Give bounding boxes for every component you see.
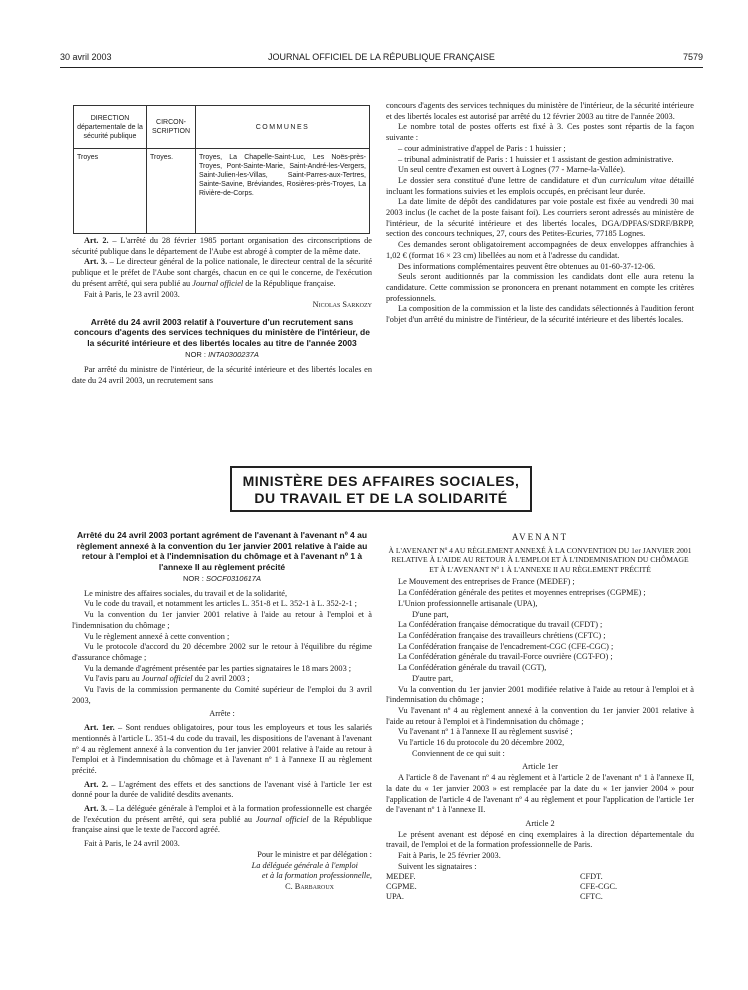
signatories-list <box>386 872 694 902</box>
signatory: CFTC. <box>580 892 603 902</box>
text-italic: et à la formation professionnelle, <box>261 871 372 881</box>
banner-line-1: MINISTÈRE DES AFFAIRES SOCIALES, <box>242 473 520 489</box>
party: La Confédération générale du travail (CGT), <box>398 663 547 673</box>
party: L'Union professionnelle artisanale (UPA), <box>398 598 538 608</box>
table-row <box>74 149 370 234</box>
list-item: – cour administrative d'appel de Paris : 1 huissier ; <box>398 143 566 153</box>
signatory: CFE-CGC. <box>580 882 618 892</box>
text: Vu l'avis paru au <box>84 674 142 684</box>
decree-title: Arrêté du 24 avril 2003 relatif à l'ouverture d'un recrutement sans concours d'agents des services techniques du ministère de l'intérieur, de la sécurité intérieure et des libertés locales au titre de l'année 2003 <box>74 316 370 348</box>
signatory: CGPME. <box>386 882 417 892</box>
right-top-column <box>386 101 694 326</box>
text-italic: curriculum vitae <box>609 175 667 185</box>
table-header-communes: COMMUNES <box>196 106 370 149</box>
signatory: MEDEF. <box>386 872 416 882</box>
paragraph: Seuls seront auditionnés par la commission les candidats dont elle aura retenu la candidature. Cette commission se prononcera en prenant notamment en compte les critères professionnels. <box>386 272 694 303</box>
list-item: – tribunal administratif de Paris : 1 huissier et 1 assistant de gestion administrative. <box>398 154 674 164</box>
paragraph: Un seul centre d'examen est ouvert à Lognes (77 - Marne-la-Vallée). <box>398 165 626 175</box>
signature: Nicolas Sarkozy <box>312 300 372 310</box>
paragraph: Le ministre des affaires sociales, du travail et de la solidarité, <box>84 588 288 598</box>
paragraph: concours d'agents des services techniques du ministère de l'intérieur, de la sécurité intérieure et des libertés locales est autorisé par arrêté du 12 février 2003 au titre de l'année 2003. <box>386 101 694 121</box>
article-number: Art. 2. <box>84 779 109 789</box>
paragraph: Vu l'avis de la commission permanente du Comité supérieur de l'emploi du 3 avril 2003, <box>72 685 372 705</box>
signature: C. Barbaroux <box>285 881 334 891</box>
paragraph: Vu le code du travail, et notamment les articles L. 351-8 et L. 352-1 à L. 352-2-1 ; <box>84 599 357 609</box>
table-header-direction: DIRECTION départementale de la sécurité publique <box>74 106 147 149</box>
paragraph: Vu la demande d'agrément présentée par les parties signataires le 18 mars 2003 ; <box>84 663 352 673</box>
paragraph: Des informations complémentaires peuvent être obtenues au 01-60-37-12-06. <box>398 261 656 271</box>
article-3 <box>72 804 372 836</box>
party: La Confédération française de l'encadrement-CGC (CFE-CGC) ; <box>398 641 614 651</box>
party-side: D'une part, <box>412 609 449 619</box>
party: La Confédération générale du travail-Force ouvrière (CGT-FO) ; <box>398 652 613 662</box>
paragraph: Vu la convention du 1er janvier 2001 relative à l'aide au retour à l'emploi et à l'indemnisation du chômage ; <box>72 610 372 630</box>
paragraph: Conviennent de ce qui suit : <box>412 748 505 758</box>
text: détaillé incluant les formations suivies et les emplois occupés, en précisant leur durée. <box>386 175 694 196</box>
decree-body: Par arrêté du ministre de l'intérieur, de la sécurité intérieure et des libertés locales en date du 24 avril 2003, un recrutement sans <box>72 365 372 385</box>
nor-reference <box>72 574 372 585</box>
article-3-text-a: – Le directeur général de la police nationale, le directeur central de la sécurité publique et le préfet de l'Aube sont chargés, chacun en ce qui le concerne, de l'exécution du présent arrêté, qui sera publié au <box>72 257 372 288</box>
paragraph <box>72 674 372 685</box>
ministry-banner <box>230 466 532 512</box>
paragraph: La date limite de dépôt des candidatures par voie postale est fixée au vendredi 30 mai 2003 inclus (le cachet de la poste faisant foi). Les courriers seront adressés au ministère de l'intérieur, de la sécurité intérieure et des libertés locales, DGA/DPFAS/SDRF/BRPP, section des concours techniques, 27, cours des Petites-Ecuries, 77185 Lognes. <box>386 197 694 239</box>
header-rule <box>60 67 703 68</box>
journal-officiel-ref: Journal officiel <box>141 674 193 684</box>
banner-line-2: DU TRAVAIL ET DE LA SOLIDARITÉ <box>254 490 508 506</box>
header-date: 30 avril 2003 <box>60 52 112 62</box>
paragraph: Le nombre total de postes offerts est fixé à 3. Ces postes sont répartis de la façon suivante : <box>386 122 694 143</box>
paragraph: Vu le règlement annexé à cette convention ; <box>84 631 230 641</box>
journal-officiel-ref: Journal officiel <box>255 814 309 824</box>
signature-line <box>72 871 372 882</box>
paragraph: La composition de la commission et la liste des candidats sélectionnés à l'audition feront l'objet d'un arrêté du ministre de l'intérieur, de la sécurité intérieure et des libertés locales. <box>386 304 694 325</box>
table-header-circonscription: CIRCON- SCRIPTION <box>147 106 196 149</box>
fait-a-paris: Fait à Paris, le 24 avril 2003. <box>84 839 180 849</box>
nor-label: NOR : <box>185 350 206 360</box>
page-header <box>60 52 703 66</box>
left-top-column <box>72 236 372 387</box>
fait-a-paris: Fait à Paris, le 25 février 2003. <box>398 851 501 861</box>
text: du 2 avril 2003 ; <box>192 674 250 684</box>
paragraph: Vu l'avenant nº 4 au règlement annexé à la convention du 1er janvier 2001 relative à l'aide au retour à l'emploi et à l'indemnisation du chômage ; <box>386 705 694 726</box>
article-2 <box>72 780 372 801</box>
text: – L'agrément des effets et des sanctions de l'avenant visé à l'article 1er est donné pour la durée de validité desdits avenants. <box>72 779 372 800</box>
text: de la République française ainsi que le texte de l'accord agréé. <box>72 814 372 835</box>
signature-line: Pour le ministre et par délégation : <box>257 849 372 859</box>
text: – Sont rendues obligatoires, pour tous les employeurs et tous les salariés mentionnés à l'article L. 351-4 du code du travail, les dispositions de l'avenant à l'avenant nº 4 au règlement annexé à la convention du 1er janvier 2001 relative à l'aide au retour à l'emploi et à l'indemnisation du chômage et à l'avenant nº 1 à l'annexe II au règlement précité. <box>72 723 372 775</box>
nor-reference <box>72 350 372 361</box>
article-heading: Article 1er <box>522 762 558 772</box>
article-number: Art. 3. <box>84 804 108 814</box>
table-cell-circonscription: Troyes. <box>147 149 196 234</box>
nor-code: INTA0300237A <box>208 350 259 360</box>
article-number: Art. 1er. <box>84 723 115 733</box>
table-cell-direction: Troyes <box>74 149 147 234</box>
party: La Confédération générale des petites et moyennes entreprises (CGPME) ; <box>398 588 646 598</box>
decree-title: Arrêté du 24 avril 2003 portant agrément de l'avenant à l'avenant nº 4 au règlement annexé à la convention du 1er janvier 2001 relative à l'aide au retour à l'emploi et à l'indemnisation du chômage et à l'avenant nº 1 à l'annexe II au règlement précité <box>76 530 368 572</box>
party: Le Mouvement des entreprises de France (MEDEF) ; <box>398 577 575 587</box>
article-2-number: Art. 2. <box>84 236 109 245</box>
text-italic: La déléguée générale à l'emploi <box>251 860 358 870</box>
right-bottom-column <box>386 532 694 902</box>
arrete-heading: Arrête : <box>209 709 235 719</box>
paragraph: Vu le protocole d'accord du 20 décembre 2002 sur le retour à l'équilibre du régime d'assurance chômage ; <box>72 642 372 662</box>
communes-table <box>73 105 370 234</box>
article-1 <box>72 723 372 777</box>
paragraph: A l'article 8 de l'avenant nº 4 au règlement et à l'article 2 de l'avenant nº 1 à l'annexe II, la date du « 1er janvier 2003 » est remplacée par la date du « 1er janvier 2004 » pour l'application de l'article 4 de l'avenant nº 4 au règlement et pour l'application de l'article 1er de l'avenant nº 1 à l'annexe II. <box>386 773 694 815</box>
article-heading: Article 2 <box>525 818 555 828</box>
signatory: UPA. <box>386 892 404 902</box>
paragraph: Vu l'article 16 du protocole du 20 décembre 2002, <box>398 738 565 748</box>
table-header-row <box>74 106 370 149</box>
text: Le dossier sera constitué d'une lettre de candidature et d'un <box>398 175 610 185</box>
nor-label: NOR : <box>183 574 204 583</box>
paragraph: Vu la convention du 1er janvier 2001 modifiée relative à l'aide au retour à l'emploi et à l'indemnisation du chômage ; <box>386 684 694 705</box>
paragraph: Vu l'avenant nº 1 à l'annexe II au règlement susvisé ; <box>398 727 573 737</box>
article-3-text-b: de la République française. <box>243 278 336 288</box>
paragraph: Ces demandes seront obligatoirement accompagnées de deux enveloppes affranchies à 1,02 € (format 16 × 23 cm) libellées au nom et à l'adresse du candidat. <box>386 240 694 260</box>
text: – La déléguée générale à l'emploi et à la formation professionnelle est chargée de l'exécution du présent arrêté, qui sera publié au <box>72 804 372 824</box>
signatory: CFDT. <box>580 872 603 882</box>
paragraph: Le présent avenant est déposé en cinq exemplaires à la direction départementale du travail, de l'emploi et de la formation professionnelle de Paris. <box>386 829 694 850</box>
header-journal-title: JOURNAL OFFICIEL DE LA RÉPUBLIQUE FRANÇAISE <box>268 52 495 62</box>
fait-a-paris: Fait à Paris, le 23 avril 2003. <box>84 289 180 299</box>
left-bottom-column <box>72 530 372 893</box>
journal-officiel-ref: Journal officiel <box>192 278 244 288</box>
avenant-reference: À L'AVENANT Nº 4 AU RÈGLEMENT ANNEXÉ À LA CONVENTION DU 1er JANVIER 2001 RELATIVE À L'AIDE AU RETOUR À L'EMPLOI ET À L'INDEMNISATION DU CHÔMAGE ET À L'AVENANT Nº 1 À L'ANNEXE II AU RÈGLEMENT PRÉCITÉ <box>388 545 692 574</box>
header-page-number: 7579 <box>682 52 703 62</box>
party: La Confédération française des travailleurs chrétiens (CFTC) ; <box>398 631 606 640</box>
article-2-text: – L'arrêté du 28 février 1985 portant organisation des circonscriptions de sécurité publique dans le département de l'Aube est abrogé à compter de la même date. <box>72 236 372 256</box>
paragraph: Suivent les signataires : <box>398 861 477 871</box>
party: La Confédération française démocratique du travail (CFDT) ; <box>398 620 603 630</box>
party-side: D'autre part, <box>412 673 454 683</box>
article-3-number: Art. 3. <box>84 257 108 267</box>
table-cell-communes: Troyes, La Chapelle-Saint-Luc, Les Noës-près-Troyes, Pont-Sainte-Marie, Saint-André-les-Vergers, Saint-Julien-les-Villas, Saint-Parres-aux-Tertres, Sainte-Savine, Bréviandes, Rosières-près-Troyes, La Rivière-de-Corps. <box>196 149 370 234</box>
avenant-title: AVENANT <box>511 532 569 542</box>
nor-code: SOCF0310617A <box>205 574 261 583</box>
paragraph <box>386 176 694 197</box>
signature-line <box>72 861 372 872</box>
